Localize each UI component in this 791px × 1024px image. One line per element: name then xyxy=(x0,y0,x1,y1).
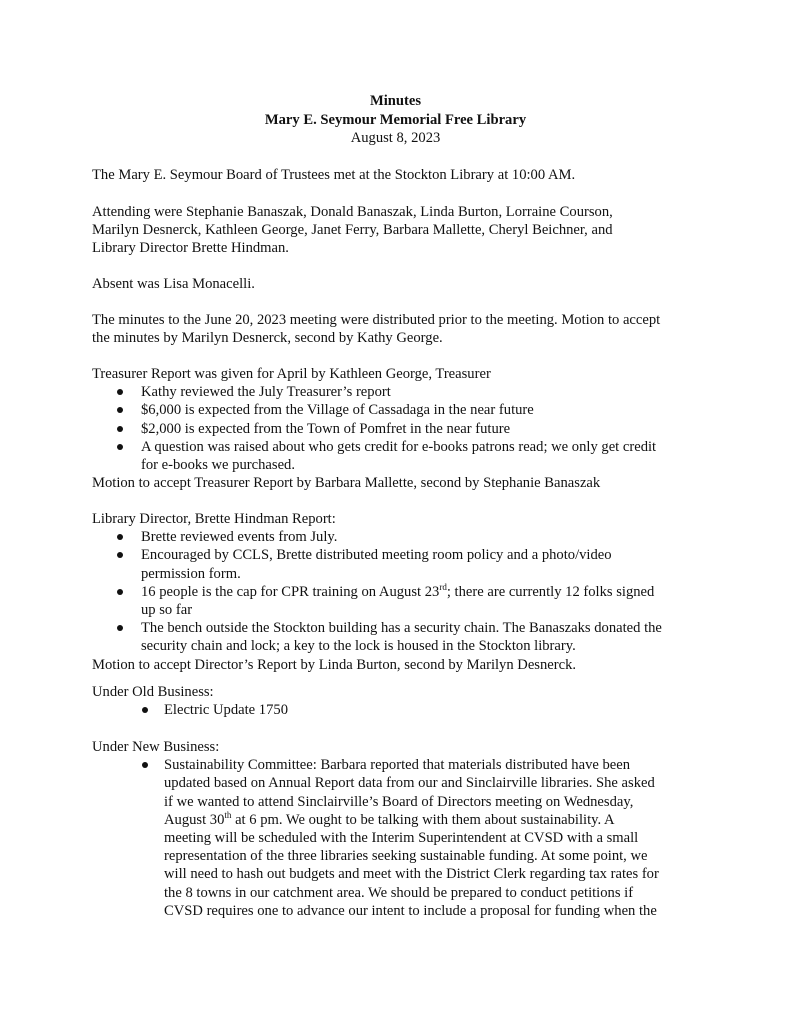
minutes-line: the minutes by Marilyn Desnerck, second by Kathy George. xyxy=(92,330,443,347)
old-business-heading: Under Old Business: xyxy=(92,684,214,700)
list-item: Brette reviewed events from July. xyxy=(92,528,702,546)
new-business-section xyxy=(92,738,702,920)
bullet-icon xyxy=(117,444,123,450)
bullet-icon xyxy=(142,707,148,713)
list-item: A question was raised about who gets credit for e-books patrons read; we only get credit for e-books we purchased. xyxy=(92,438,702,474)
absent-paragraph: Absent was Lisa Monacelli. xyxy=(92,276,255,292)
document-title: Minutes xyxy=(369,93,422,109)
intro-paragraph: The Mary E. Seymour Board of Trustees met at the Stockton Library at 10:00 AM. xyxy=(92,167,576,183)
treasurer-motion: Motion to accept Treasurer Report by Barbara Mallette, second by Stephanie Banaszak xyxy=(92,475,601,492)
list-item: Electric Update 1750 xyxy=(92,701,702,719)
bullet-icon xyxy=(117,426,123,432)
list-item: $2,000 is expected from the Town of Pomfret in the near future xyxy=(92,420,702,438)
treasurer-heading: Treasurer Report was given for April by Kathleen George, Treasurer xyxy=(92,366,491,382)
minutes-approval-paragraph xyxy=(92,311,702,347)
bullet-icon xyxy=(117,625,123,631)
director-section xyxy=(92,510,702,674)
bullet-icon xyxy=(117,534,123,540)
old-business-section xyxy=(92,683,702,719)
director-heading: Library Director, Brette Hindman Report: xyxy=(92,511,336,527)
attendance-line: Library Director Brette Hindman. xyxy=(92,240,289,257)
attendance-line: Attending were Stephanie Banaszak, Donald Banaszak, Linda Burton, Lorraine Courson, xyxy=(92,204,613,220)
meeting-date: August 8, 2023 xyxy=(350,130,441,147)
attendance-paragraph xyxy=(92,203,702,258)
list-item: 16 people is the cap for CPR training on August 23rd; there are currently 12 folks signed up so far xyxy=(92,583,702,619)
bullet-icon xyxy=(117,552,123,558)
document-header xyxy=(0,92,791,148)
bullet-icon xyxy=(117,389,123,395)
library-name: Mary E. Seymour Memorial Free Library xyxy=(264,111,527,128)
list-item: $6,000 is expected from the Village of Cassadaga in the near future xyxy=(92,401,702,419)
director-motion: Motion to accept Director’s Report by Linda Burton, second by Marilyn Desnerck. xyxy=(92,656,577,673)
treasurer-section xyxy=(92,365,702,492)
list-item: The bench outside the Stockton building has a security chain. The Banaszaks donated the security chain and lock; a key to the lock is housed in the Stockton library. xyxy=(92,619,702,655)
attendance-line: Marilyn Desnerck, Kathleen George, Janet Ferry, Barbara Mallette, Cheryl Beichner, and xyxy=(92,222,613,239)
list-item: Encouraged by CCLS, Brette distributed meeting room policy and a photo/video permission form. xyxy=(92,546,702,582)
bullet-icon xyxy=(117,589,123,595)
minutes-line: The minutes to the June 20, 2023 meeting were distributed prior to the meeting. Motion to accept xyxy=(92,312,661,328)
list-item: Kathy reviewed the July Treasurer’s report xyxy=(92,383,702,401)
list-item: Sustainability Committee: Barbara reported that materials distributed have been updated based on Annual Report data from our and Sinclairville libraries. She asked if we wanted to attend Sinclairville’s Board of Directors meeting on Wednesday, August 30th at 6 pm. We ought to be talking with them about sustainability. A meeting will be scheduled with the Interim Superintendent at CVSD with a small representation of the three libraries seeking sustainable funding. At some point, we will need to hash out budgets and meet with the District Clerk regarding tax rates for the 8 towns in our catchment area. We should be prepared to conduct petitions if CVSD requires one to advance our intent to include a proposal for funding when the xyxy=(92,756,702,920)
bullet-icon xyxy=(142,762,148,768)
new-business-heading: Under New Business: xyxy=(92,739,220,755)
bullet-icon xyxy=(117,407,123,413)
